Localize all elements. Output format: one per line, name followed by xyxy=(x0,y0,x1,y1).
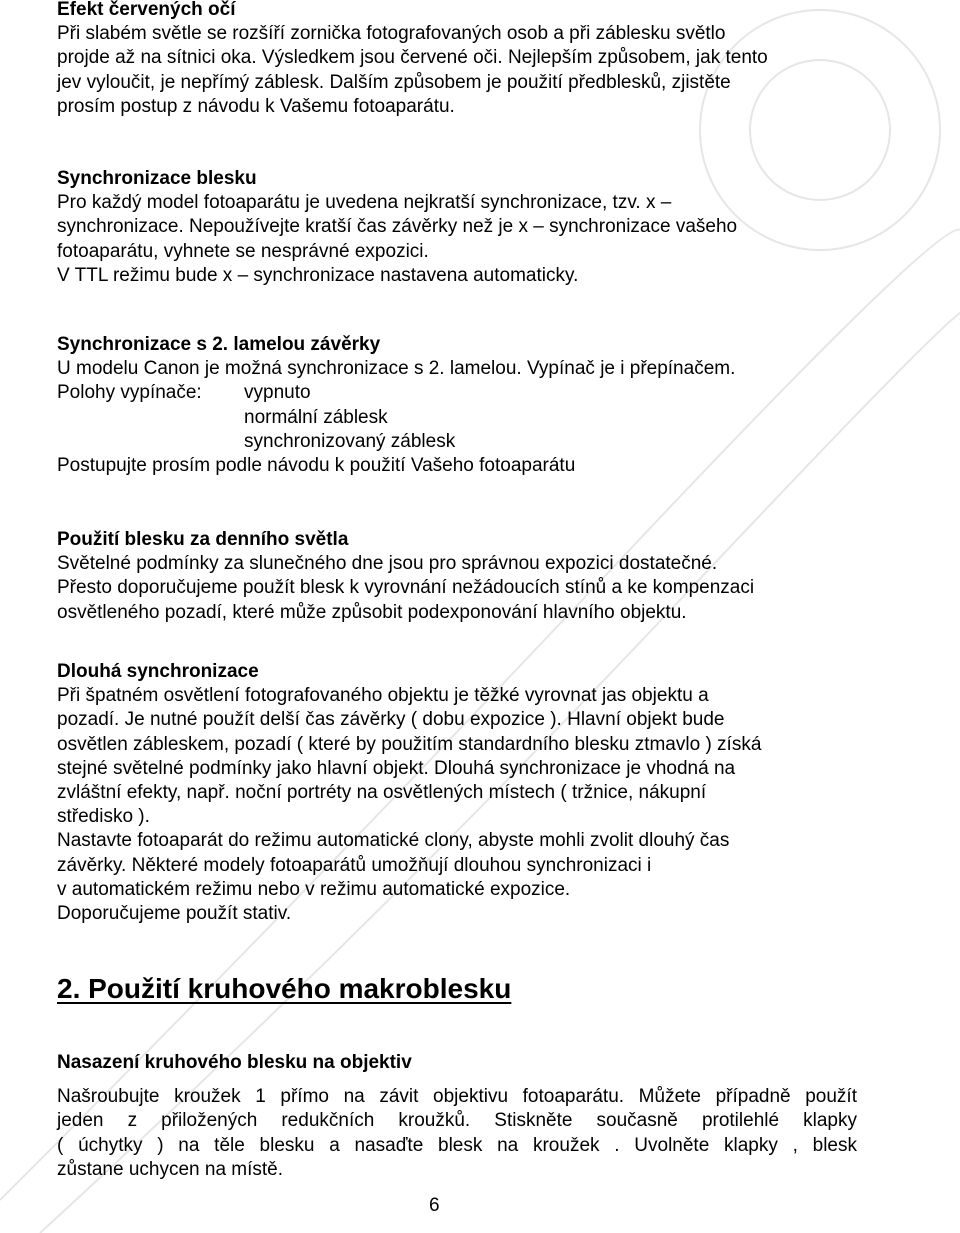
switch-position-sync: synchronizovaný záblesk xyxy=(244,430,456,452)
paragraph-line: prosím postup z návodu k Vašemu fotoaparátu. xyxy=(57,95,455,117)
paragraph-line: Nastavte fotoaparát do režimu automatické clony, abyste mohli zvolit dlouhý čas xyxy=(57,830,730,852)
paragraph-line: osvětleného pozadí, které může způsobit podexponování hlavního objektu. xyxy=(57,601,687,623)
paragraph-line: Při špatném osvětlení fotografovaného objektu je těžké vyrovnat jas objektu a xyxy=(57,685,709,707)
paragraph-line: Pro každý model fotoaparátu je uvedena nejkratší synchronizace, tzv. x – xyxy=(57,192,672,214)
paragraph-line: Přesto doporučujeme použít blesk k vyrovnání nežádoucích stínů a ke kompenzaci xyxy=(57,577,755,599)
paragraph-line: ( úchytky ) na těle blesku a nasaďte blesk na kroužek . Uvolněte klapky , blesk xyxy=(57,1134,857,1156)
switch-positions-label: Polohy vypínače: xyxy=(57,382,202,404)
paragraph-line: pozadí. Je nutné použít delší čas závěrky ( dobu expozice ). Hlavní objekt bude xyxy=(57,709,725,731)
paragraph-line: jeden z přiložených redukčních kroužků. Stiskněte současně protilehlé klapky xyxy=(57,1110,857,1132)
paragraph-line: stejné světelné podmínky jako hlavní objekt. Dlouhá synchronizace je vhodná na xyxy=(57,757,736,779)
paragraph-line: synchronizace. Nepoužívejte kratší čas závěrky než je x – synchronizace vašeho xyxy=(57,216,738,238)
paragraph-line: fotoaparátu, vyhnete se nesprávné expozici. xyxy=(57,240,429,262)
paragraph-line: Světelné podmínky za slunečného dne jsou pro správnou expozici dostatečné. xyxy=(57,553,718,575)
switch-position-normal: normální záblesk xyxy=(244,406,388,428)
section-mounting xyxy=(57,1051,857,1182)
section-second-curtain-sync xyxy=(57,333,857,478)
section-heading: Použití blesku za denního světla xyxy=(57,529,349,550)
page-number: 6 xyxy=(429,1195,440,1216)
paragraph-line: závěrky. Některé modely fotoaparátů umožňují dlouhou synchronizaci i xyxy=(57,854,652,876)
chapter-title: 2. Použití kruhového makroblesku xyxy=(57,973,512,1004)
paragraph-line: Postupujte prosím podle návodu k použití Vašeho fotoaparátu xyxy=(57,455,576,477)
paragraph-line: středisko ). xyxy=(57,806,150,828)
paragraph-line: v automatickém režimu nebo v režimu automatické expozice. xyxy=(57,878,571,900)
paragraph-line: Při slabém světle se rozšíří zornička fotografovaných osob a při záblesku světlo xyxy=(57,23,726,45)
section-long-sync xyxy=(57,660,857,926)
paragraph-line: zvláštní efekty, např. noční portréty na osvětlených místech ( tržnice, nákupní xyxy=(57,782,707,804)
paragraph-line: jev vyloučit, je nepřímý záblesk. Dalším způsobem je použití předblesků, zjistěte xyxy=(57,71,731,93)
paragraph-line: V TTL režimu bude x – synchronizace nastavena automaticky. xyxy=(57,264,579,286)
switch-positions xyxy=(57,381,857,405)
paragraph-line: Doporučujeme použít stativ. xyxy=(57,903,292,925)
paragraph-line: U modelu Canon je možná synchronizace s 2. lamelou. Vypínač je i přepínačem. xyxy=(57,358,736,380)
section-flash-sync xyxy=(57,167,857,288)
section-daylight-flash xyxy=(57,528,857,625)
paragraph-line: zůstane uchycen na místě. xyxy=(57,1158,284,1180)
switch-position-off: vypnuto xyxy=(244,382,311,404)
section-heading: Synchronizace s 2. lamelou závěrky xyxy=(57,334,381,355)
section-heading: Synchronizace blesku xyxy=(57,168,257,189)
section-heading: Nasazení kruhového blesku na objektiv xyxy=(57,1052,412,1073)
paragraph-line: Našroubujte kroužek 1 přímo na závit objektivu fotoaparátu. Můžete případně použít xyxy=(57,1086,857,1108)
section-heading: Efekt červených očí xyxy=(57,0,236,20)
section-heading: Dlouhá synchronizace xyxy=(57,661,259,682)
paragraph-line: projde až na sítnici oka. Výsledkem jsou červené oči. Nejlepším způsobem, jak tento xyxy=(57,47,768,69)
paragraph-line: osvětlen zábleskem, pozadí ( které by použitím standardního blesku ztmavlo ) získá xyxy=(57,733,762,755)
section-red-eye xyxy=(57,0,857,119)
